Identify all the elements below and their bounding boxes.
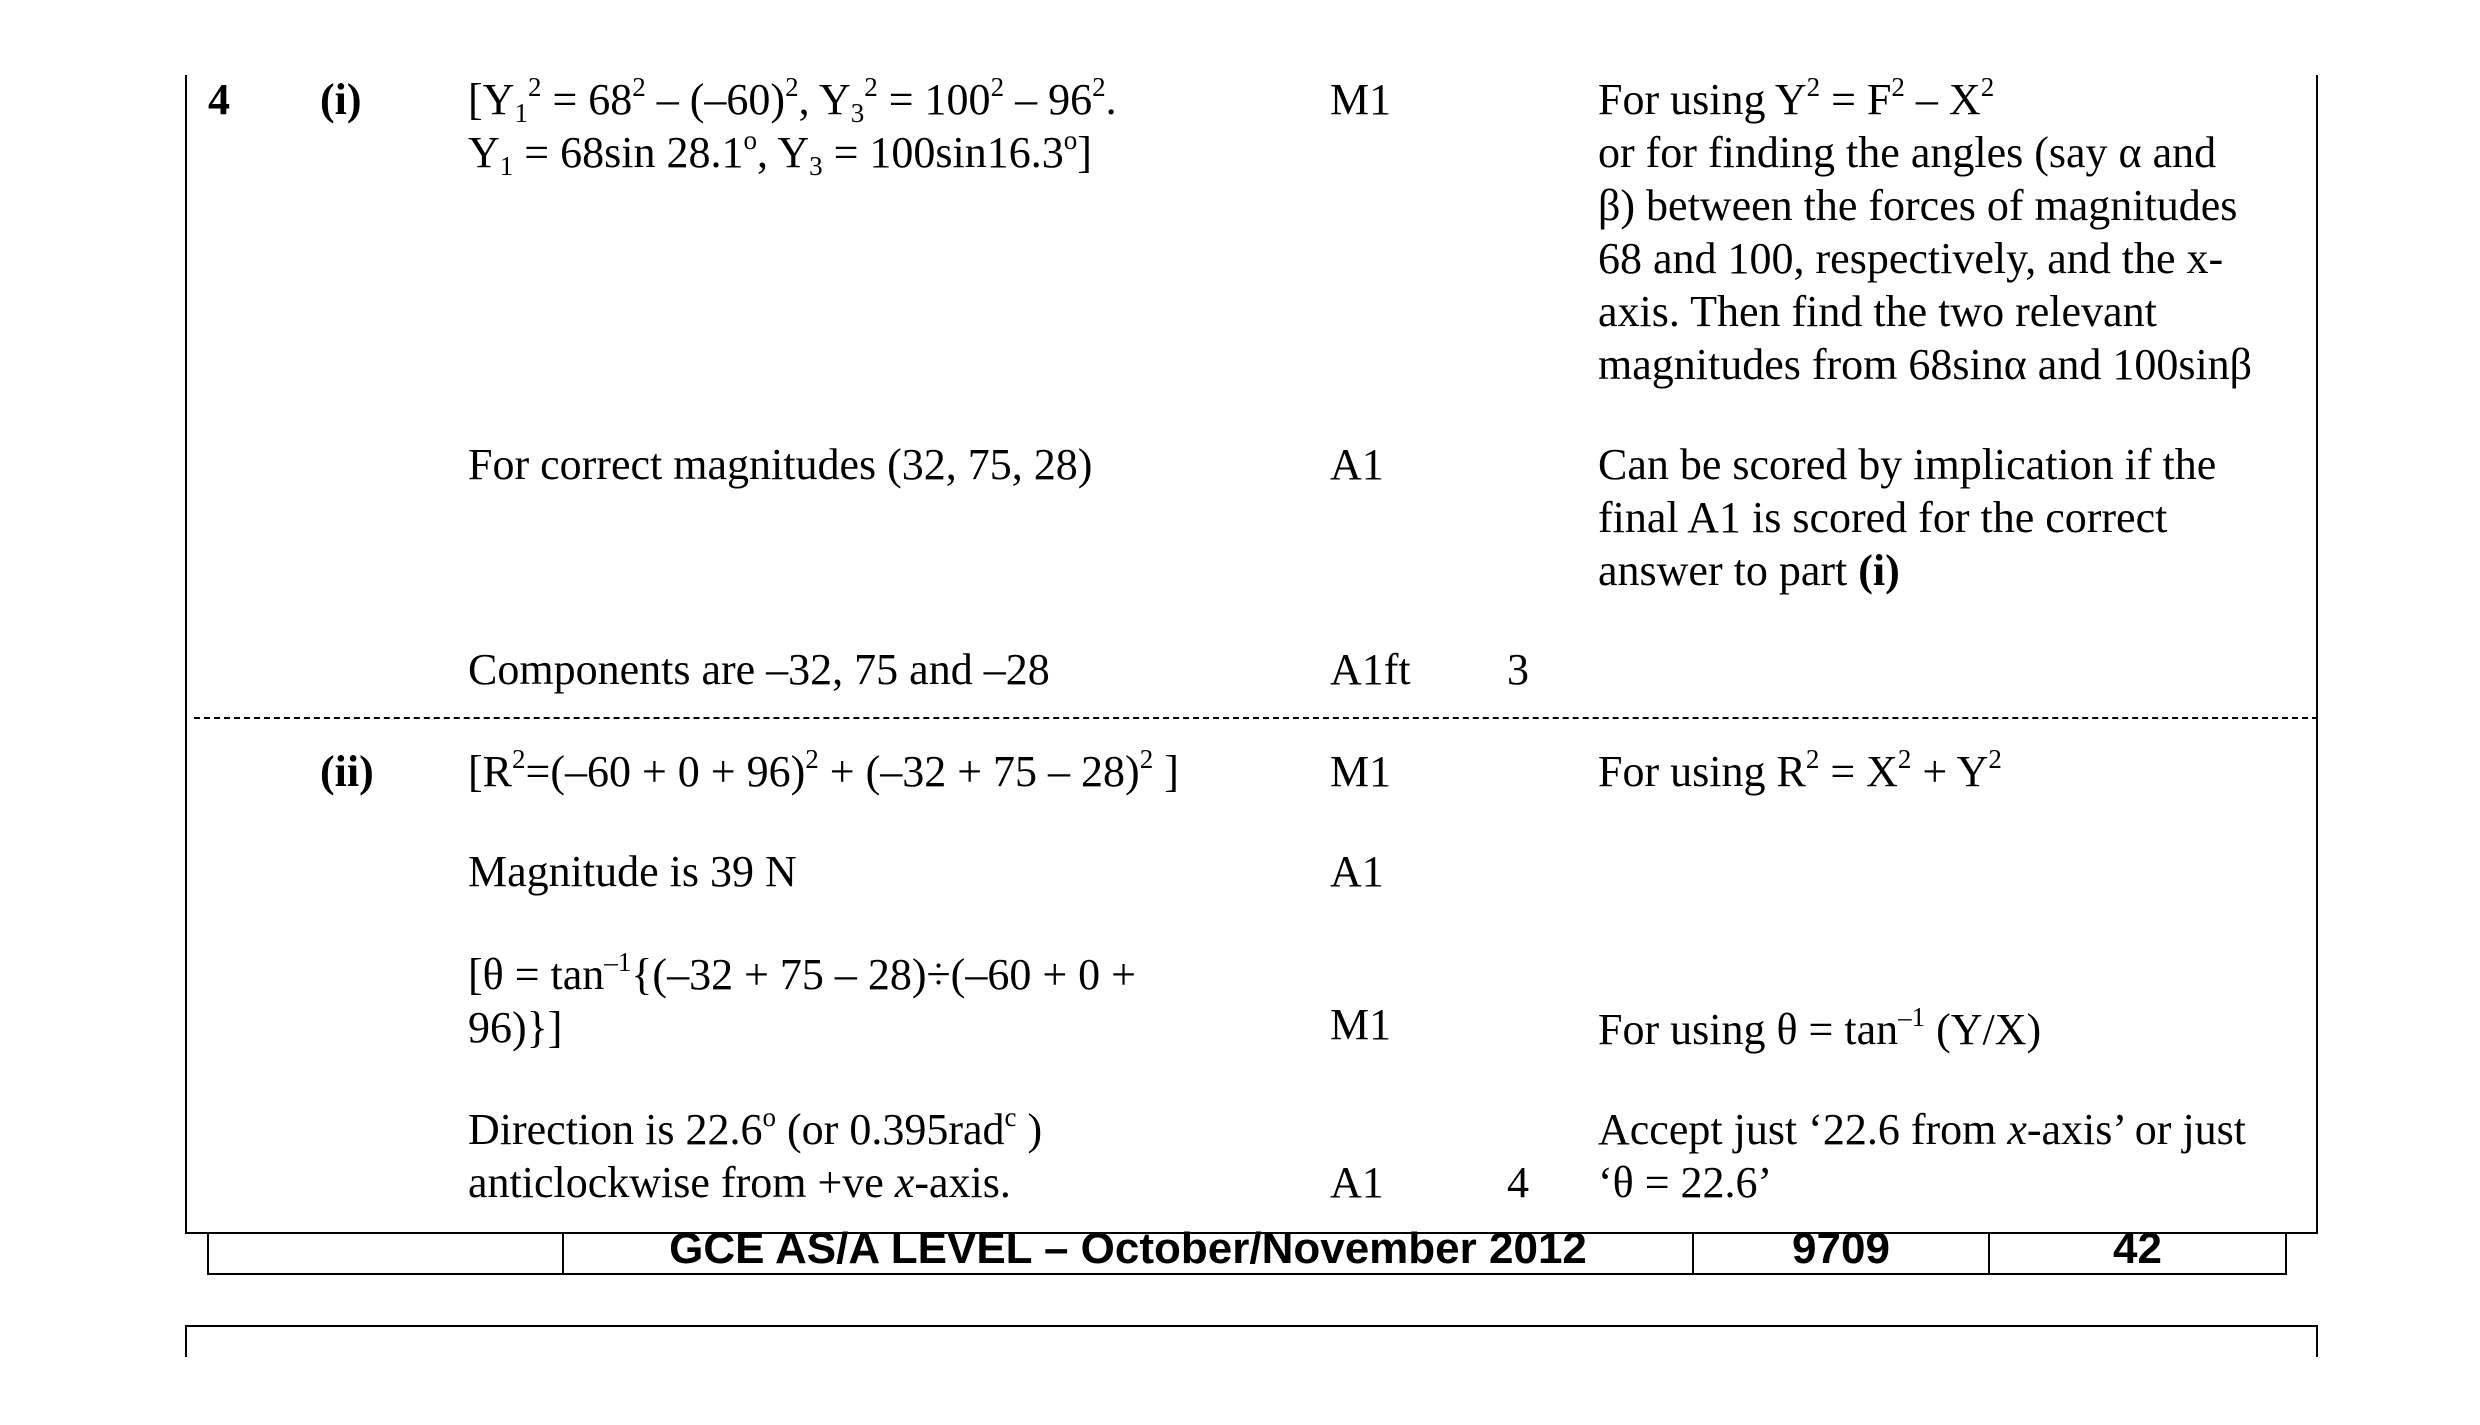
- note-r1-line4: 68 and 100, respectively, and the x-: [1598, 234, 2224, 283]
- footer-band-left: [207, 1232, 209, 1275]
- mark-r6: M1: [1330, 1000, 1392, 1049]
- next-page-top-border: [185, 1325, 2318, 1327]
- note-r6: For using $\theta = \tan^{-1} (Y/X)$: [1598, 1002, 2042, 1054]
- note-r1-line6: magnitudes from 68sinα and 100sinβ: [1598, 340, 2253, 389]
- table-right-border: [2316, 75, 2318, 1233]
- note-r4: For using $R^2 = X^2 + Y^2$: [1598, 744, 2002, 796]
- working-r6-line1: [$\theta = \tan^{-1}\{(-32 + 75 - 28)\div(-60 + 0$ +: [468, 947, 1136, 999]
- part-label-ii: (ii): [320, 747, 374, 796]
- total-r3: 3: [1507, 645, 1529, 694]
- note-r2-line2: final A1 is scored for the correct: [1598, 493, 2168, 542]
- mark-r7: A1: [1330, 1158, 1384, 1207]
- total-r7: 4: [1507, 1158, 1529, 1207]
- table-left-border: [185, 75, 187, 1233]
- footer-paper: 42: [2113, 1224, 2162, 1273]
- working-r7-line1: Direction is 22.6$^o$ (or 0.395rad$^c$ ): [468, 1102, 1043, 1154]
- mark-r3: A1ft: [1330, 645, 1411, 694]
- working-r1-line2: $Y_1 = 68\sin$ 28.1$^o$, $Y_3 = 100\sin 16.3^o$]: [468, 125, 1092, 181]
- next-page-left-border: [185, 1325, 187, 1357]
- question-number: 4: [208, 75, 230, 124]
- footer-exam-title: GCE AS/A LEVEL – October/November 2012: [669, 1224, 1587, 1273]
- working-r6-line2: 96)}]: [468, 1003, 563, 1052]
- note-r2-line1: Can be scored by implication if the: [1598, 440, 2217, 489]
- note-r2-line3: answer to part (i): [1598, 546, 1900, 595]
- mark-r5: A1: [1330, 847, 1384, 896]
- note-r7-line1: Accept just ‘22.6 from x-axis’ or just: [1598, 1105, 2247, 1154]
- mark-r4: M1: [1330, 747, 1392, 796]
- note-r1-line2: or for finding the angles (say α and: [1598, 128, 2217, 177]
- note-r1-line3: β) between the forces of magnitudes: [1598, 181, 2238, 230]
- working-r2: For correct magnitudes (32, 75, 28): [468, 440, 1093, 489]
- part-label-i: (i): [320, 75, 362, 124]
- working-r7-line2: anticlockwise from +ve x-axis.: [468, 1158, 1011, 1207]
- working-r1-line1: [$Y_1^2 = 68^2 - (-60)^2$, $Y_3^2 = 100^2 - 96^2$.: [468, 72, 1117, 128]
- working-r4: [$R^2=(-60 + 0 + 96)^2 + (-32 + 75 - 28)^2$ ]: [468, 744, 1179, 796]
- note-r1-line1: For using $Y^2 = F^2 - X^2$: [1598, 72, 1995, 124]
- working-r5: Magnitude is 39 N: [468, 847, 797, 896]
- part-divider-dashed: [194, 717, 2318, 719]
- note-r7-line2: ‘θ = 22.6’: [1598, 1158, 1773, 1207]
- working-r3: Components are –32, 75 and –28: [468, 645, 1050, 694]
- next-page-right-border: [2316, 1325, 2318, 1357]
- mark-r2: A1: [1330, 440, 1384, 489]
- footer-syllabus: 9709: [1792, 1224, 1890, 1273]
- note-r1-line5: axis. Then find the two relevant: [1598, 287, 2157, 336]
- footer-band-right: [2285, 1232, 2287, 1275]
- mark-r1: M1: [1330, 75, 1392, 124]
